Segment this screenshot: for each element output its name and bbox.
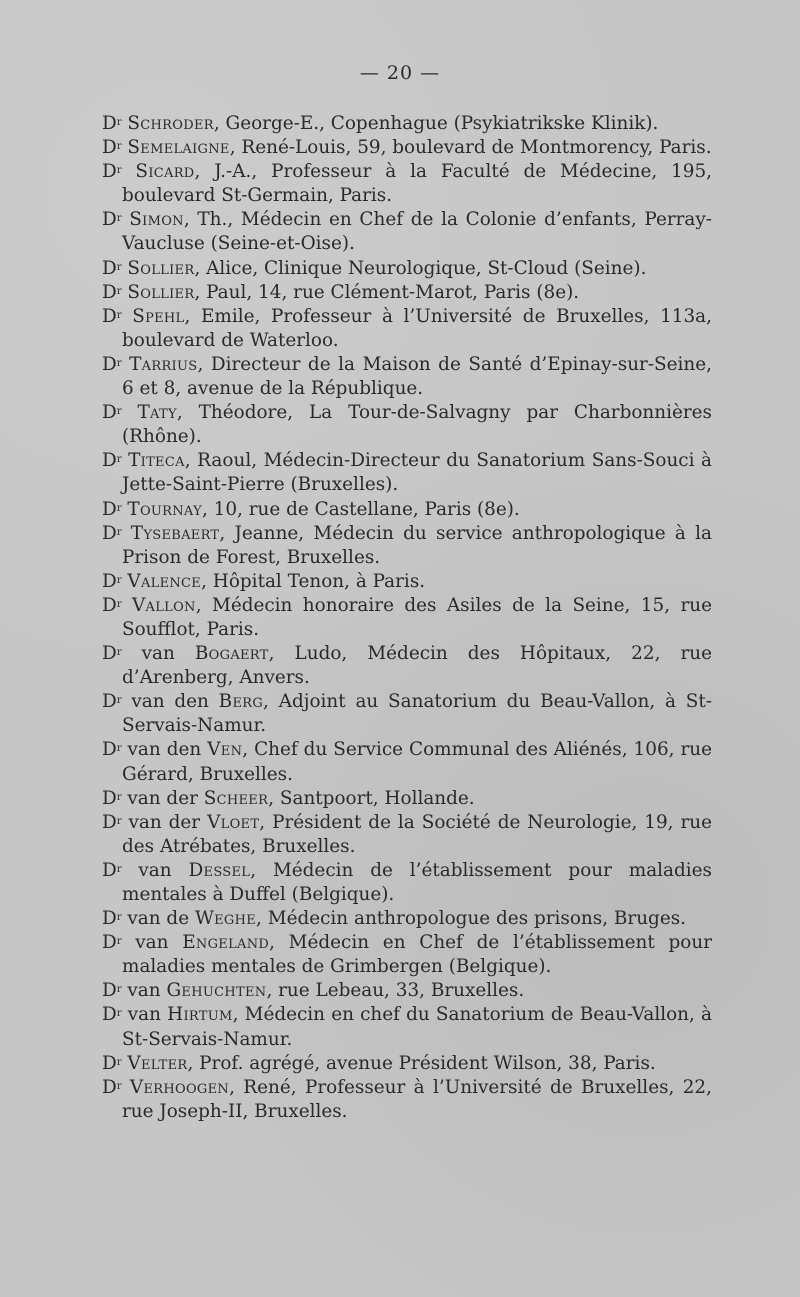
name-particle: van [135,932,183,954]
title-superscript: r [116,1056,122,1068]
name-particle: van [138,859,189,881]
title-superscript: r [116,912,122,924]
entry-details: , Médecin honoraire des Asiles de la Seine, 15, rue Soufflot, Paris. [122,594,712,640]
surname: Sicard [135,161,195,183]
doctor-title [102,571,122,592]
surname: Gehuchten [166,980,267,1002]
doctor-title [102,739,122,760]
title-letter: D [102,932,117,954]
name-particle: van [127,980,167,1002]
title-letter: D [102,305,117,327]
name-particle: van den [131,691,219,713]
surname: Simon [129,209,184,231]
surname: Scheer [203,787,269,809]
title-superscript: r [116,357,122,369]
surname: Titeca [128,450,185,472]
title-superscript: r [116,213,122,225]
title-letter: D [102,1052,117,1074]
entry-details: , Emile, Professeur à l’Université de Bruxelles, 113a, boulevard de Waterloo. [122,305,712,351]
surname: Ven [207,739,243,761]
list-item [102,257,712,281]
list-item [102,1076,712,1124]
surname: Bogaert [194,643,269,665]
title-letter: D [102,1004,117,1026]
surname: Vallon [131,594,196,616]
entry-details: , Président de la Société de Neurologie, 19, rue des Atrébates, Bruxelles. [122,811,712,857]
surname: Sollier [127,257,195,279]
surname: Sollier [127,281,195,303]
list-item [102,690,712,738]
title-superscript: r [116,117,122,128]
title-letter: D [102,908,117,930]
doctor-title [102,980,122,1001]
list-item [102,449,712,497]
entry-details: , rue Lebeau, 33, Bruxelles. [266,980,525,1002]
title-superscript: r [116,598,122,610]
title-letter: D [102,209,117,231]
entry-details: , René, Professeur à l’Université de Bruxelles, 22, rue Joseph-II, Bruxelles. [122,1076,712,1122]
list-item [102,281,712,305]
entry-details: , Santpoort, Hollande. [268,787,475,809]
list-item [102,305,712,353]
title-letter: D [102,570,117,592]
name-particle: van der [127,787,204,809]
title-superscript: r [116,936,122,948]
entry-details: , J.-A., Professeur à la Faculté de Médecine, 195, boulevard St-Germain, Paris. [122,161,712,207]
list-item [102,401,712,449]
list-item [102,642,712,690]
doctor-title [102,137,122,158]
doctor-title [102,354,122,375]
title-superscript: r [116,984,122,996]
title-superscript: r [116,406,122,418]
doctor-title [102,1004,122,1025]
title-letter: D [102,353,117,375]
doctor-title [102,812,122,833]
name-particle: van den [127,739,208,761]
entry-details: , Médecin en Chef de l’établissement pour maladies mentales de Grimbergen (Belgique). [122,932,712,978]
entry-details: , Médecin anthropologue des prisons, Bruges. [256,908,686,930]
title-superscript: r [116,1008,122,1020]
entry-details: , Hôpital Tenon, à Paris. [201,570,426,592]
list-item [102,522,712,570]
list-item [102,1052,712,1076]
list-item [102,498,712,522]
title-letter: D [102,498,117,520]
title-superscript: r [116,863,122,875]
doctor-title [102,282,122,303]
entry-details: , Médecin de l’établissement pour maladies mentales à Duffel (Belgique). [122,859,712,905]
doctor-title [102,860,122,881]
title-letter: D [102,257,117,279]
title-letter: D [102,643,117,665]
doctor-title [102,499,122,520]
title-letter: D [102,980,117,1002]
title-superscript: r [116,526,122,538]
doctor-title [102,691,122,712]
title-letter: D [102,1076,117,1098]
doctor-title [102,908,122,929]
doctor-title [102,523,122,544]
entry-details: , Adjoint au Sanatorium du Beau-Vallon, à St-Servais-Namur. [122,691,712,737]
surname: Semelaigne [127,137,230,159]
list-item [102,112,712,136]
entry-details: , Paul, 14, rue Clément-Marot, Paris (8e). [194,281,580,303]
entry-details: , Alice, Clinique Neurologique, St-Cloud (Seine). [194,257,647,279]
list-item [102,811,712,859]
surname: Engeland [182,932,270,954]
title-superscript: r [116,574,122,586]
list-item [102,907,712,931]
surname: Schroder [127,113,214,134]
list-item [102,594,712,642]
list-item [102,160,712,208]
name-particle: van de [127,908,195,930]
list-item [102,979,712,1003]
name-particle: van [127,1004,168,1026]
title-letter: D [102,402,117,424]
title-letter: D [102,859,117,881]
list-item [102,787,712,811]
title-letter: D [102,137,117,159]
title-superscript: r [116,695,122,707]
entry-details: , René-Louis, 59, boulevard de Montmorency, Paris. [229,137,712,159]
list-item [102,570,712,594]
surname: Hirtum [167,1004,233,1026]
title-superscript: r [116,502,122,514]
member-list [102,112,712,1124]
list-item [102,208,712,256]
surname: Weghe [194,908,257,930]
surname: Velter [127,1052,188,1074]
entry-details: , Prof. agrégé, avenue Président Wilson, 38, Paris. [187,1052,656,1074]
title-letter: D [102,281,117,303]
doctor-title [102,643,122,664]
surname: Tarrius [129,353,198,375]
surname: Spehl [132,305,185,327]
list-item [102,1003,712,1051]
entry-details: , 10, rue de Castellane, Paris (8e). [201,498,520,520]
doctor-title [102,595,122,616]
title-letter: D [102,811,117,833]
doctor-title [102,209,122,230]
title-superscript: r [116,285,122,297]
name-particle: van [141,643,195,665]
list-item [102,859,712,907]
surname: Tournay [127,498,202,520]
surname: Taty [137,402,177,424]
list-item [102,738,712,786]
surname: Dessel [188,859,251,881]
title-superscript: r [116,815,122,827]
entry-details: , Chef du Service Communal des Aliénés, 106, rue Gérard, Bruxelles. [122,739,712,785]
title-letter: D [102,739,117,761]
title-superscript: r [116,454,122,466]
doctor-title [102,113,122,134]
doctor-title [102,1053,122,1074]
entry-details: , Directeur de la Maison de Santé d’Epinay-sur-Seine, 6 et 8, avenue de la République. [122,353,712,400]
doctor-title [102,932,122,953]
title-letter: D [102,787,117,809]
surname: Tysebaert [130,522,220,544]
doctor-title [102,788,122,809]
title-letter: D [102,522,117,544]
entry-details: , Théodore, La Tour-de-Salvagny par Charbonnières (Rhône). [122,402,712,448]
list-item [102,353,712,401]
title-letter: D [102,161,117,183]
entry-details: , Jeanne, Médecin du service anthropologique à la Prison de Forest, Bruxelles. [122,522,712,568]
title-superscript: r [116,309,122,321]
title-letter: D [102,691,117,713]
entry-details: , Ludo, Médecin des Hôpitaux, 22, rue d’Arenberg, Anvers. [122,643,712,689]
doctor-title [102,306,122,327]
title-letter: D [102,594,117,616]
entry-details: , Th., Médecin en Chef de la Colonie d’enfants, Perray-Vaucluse (Seine-et-Oise). [122,209,712,255]
doctor-title [102,1077,122,1098]
surname: Valence [127,570,202,592]
title-superscript: r [116,1080,122,1092]
entry-details: , Médecin en chef du Sanatorium de Beau-Vallon, à St-Servais-Namur. [122,1004,713,1050]
title-letter: D [102,450,117,472]
page-number: — 20 — [359,62,441,84]
title-superscript: r [116,141,122,153]
doctor-title [102,402,122,423]
title-superscript: r [116,647,122,659]
doctor-title [102,258,122,279]
doctor-title [102,161,122,182]
title-superscript: r [116,791,122,803]
entry-details: , George-E., Copenhague (Psykiatrikske Klinik). [213,113,659,134]
surname: Verhoogen [129,1076,230,1098]
title-superscript: r [116,165,122,177]
surname: Vloet [207,811,260,833]
entry-details: , Raoul, Médecin-Directeur du Sanatorium Sans-Souci à Jette-Saint-Pierre (Bruxelles). [122,450,712,496]
title-superscript: r [116,261,122,273]
title-superscript: r [116,743,122,755]
title-letter: D [102,113,117,134]
list-item [102,136,712,160]
doctor-title [102,450,122,471]
name-particle: van der [128,811,208,833]
list-item [102,931,712,979]
surname: Berg [218,691,264,713]
